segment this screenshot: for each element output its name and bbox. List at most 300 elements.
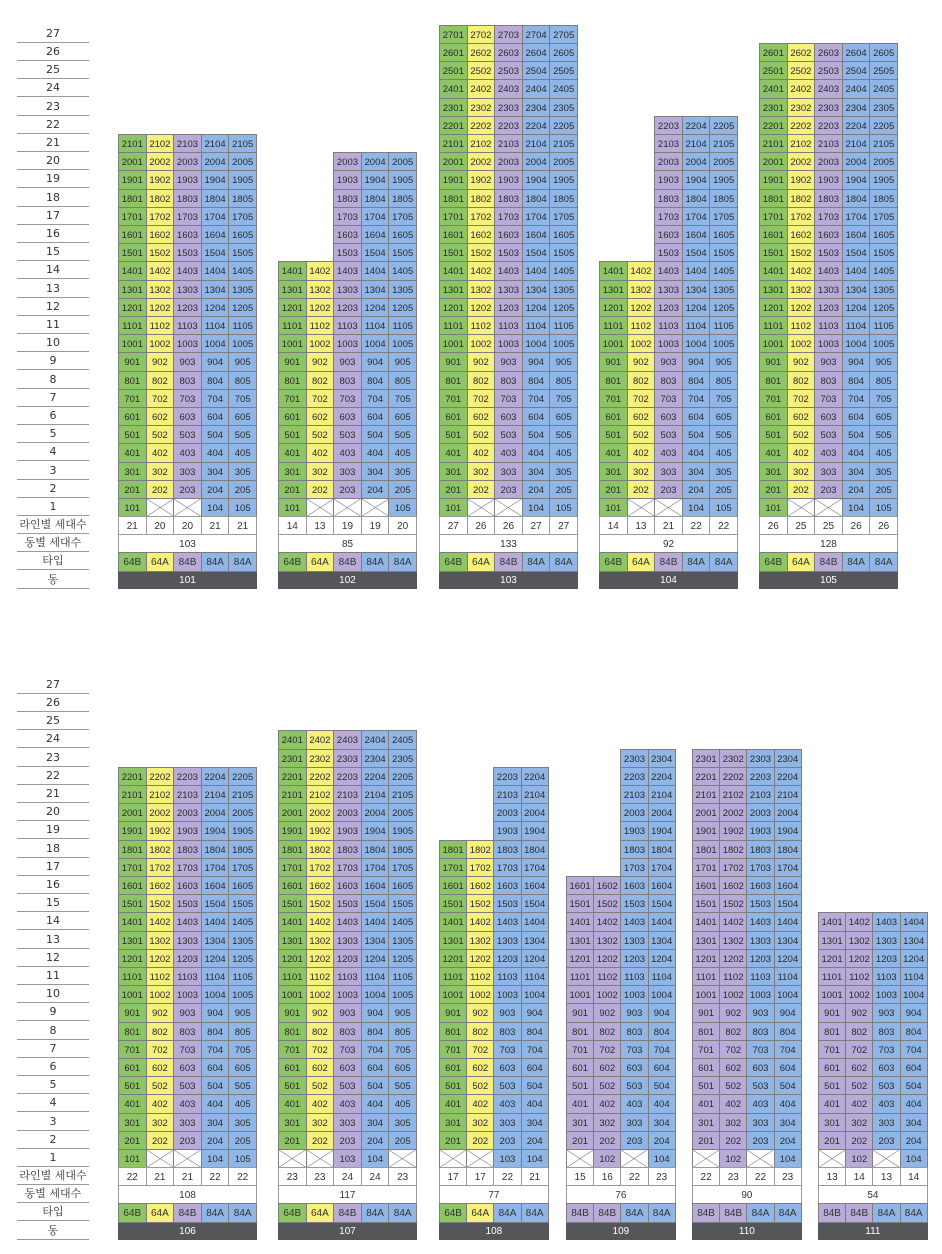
unit-cell: 603 — [620, 1058, 648, 1077]
unit-cell: 1404 — [842, 261, 871, 280]
unit-type-cell: 84B — [494, 552, 523, 571]
floor-label: 6 — [17, 407, 89, 425]
unit-cell: 502 — [466, 1076, 494, 1095]
unit-cell: 1203 — [872, 949, 900, 968]
unit-cell: 302 — [146, 462, 175, 481]
unit-cell: 702 — [845, 1040, 873, 1059]
unit-cell: 1103 — [333, 316, 362, 335]
unit-cell: 1502 — [719, 894, 747, 913]
unit-cell: 604 — [648, 1058, 676, 1077]
line-household-count: 13 — [306, 516, 335, 535]
unit-cell: 1101 — [599, 316, 628, 335]
unit-cell: 904 — [648, 1003, 676, 1022]
unit-cell: 1603 — [173, 876, 202, 895]
unit-cell: 2605 — [869, 43, 898, 62]
unit-cell: 1703 — [333, 858, 362, 877]
unit-cell: 1704 — [521, 858, 549, 877]
unit-cell: 205 — [228, 480, 257, 499]
unit-cell: 901 — [278, 352, 307, 371]
unit-cell: 2505 — [869, 61, 898, 80]
unit-cell: 1003 — [333, 985, 362, 1004]
unit-cell: 2301 — [439, 98, 468, 117]
line-household-count: 27 — [439, 516, 468, 535]
unit-cell: 1203 — [173, 949, 202, 968]
unit-cell: 903 — [333, 1003, 362, 1022]
households-per-building-label: 동별 세대수 — [17, 534, 89, 552]
unit-cell: 105 — [549, 498, 578, 517]
unit-cell: 303 — [173, 1113, 202, 1132]
unit-cell: 2202 — [787, 116, 816, 135]
unit-cell: 2004 — [842, 152, 871, 171]
line-household-count: 15 — [566, 1167, 594, 1186]
unit-cell: 1703 — [620, 858, 648, 877]
unit-cell: 1202 — [719, 949, 747, 968]
unit-cell: 2002 — [787, 152, 816, 171]
unit-cell: 302 — [719, 1113, 747, 1132]
unit-cell: 1605 — [869, 225, 898, 244]
unit-cell: 1803 — [654, 189, 683, 208]
line-household-count: 17 — [466, 1167, 494, 1186]
unit-cell: 1302 — [845, 931, 873, 950]
unit-cell: 301 — [439, 1113, 467, 1132]
floor-label: 18 — [17, 840, 89, 858]
unit-cell: 1302 — [466, 931, 494, 950]
unit-cell: 701 — [278, 1040, 307, 1059]
empty-unit-cell — [692, 1149, 720, 1168]
unit-cell: 2303 — [620, 749, 648, 768]
unit-cell: 2302 — [719, 749, 747, 768]
unit-cell: 1304 — [361, 931, 390, 950]
unit-cell: 1303 — [654, 280, 683, 299]
unit-cell: 802 — [719, 1022, 747, 1041]
unit-cell: 803 — [333, 1022, 362, 1041]
unit-type-cell: 84B — [814, 552, 843, 571]
unit-cell: 1904 — [201, 170, 230, 189]
unit-cell: 1401 — [118, 912, 147, 931]
unit-cell: 905 — [709, 352, 738, 371]
unit-cell: 804 — [648, 1022, 676, 1041]
unit-cell: 701 — [599, 389, 628, 408]
line-household-count: 27 — [549, 516, 578, 535]
unit-cell: 2304 — [648, 749, 676, 768]
unit-cell: 901 — [599, 352, 628, 371]
unit-cell: 2102 — [146, 134, 175, 153]
unit-cell: 804 — [900, 1022, 928, 1041]
unit-cell: 901 — [566, 1003, 594, 1022]
unit-cell: 304 — [774, 1113, 802, 1132]
unit-cell: 103 — [493, 1149, 521, 1168]
unit-type-cell: 64A — [467, 552, 496, 571]
unit-cell: 504 — [842, 425, 871, 444]
unit-cell: 505 — [549, 425, 578, 444]
unit-cell: 201 — [118, 1131, 147, 1150]
unit-cell: 1502 — [146, 243, 175, 262]
unit-cell: 1503 — [333, 894, 362, 913]
unit-cell: 1101 — [759, 316, 788, 335]
unit-cell: 2302 — [467, 98, 496, 117]
unit-cell: 201 — [278, 1131, 307, 1150]
unit-cell: 1304 — [774, 931, 802, 950]
unit-cell: 1401 — [278, 912, 307, 931]
unit-cell: 1501 — [439, 243, 468, 262]
line-household-count: 25 — [787, 516, 816, 535]
unit-cell: 2105 — [228, 785, 257, 804]
unit-cell: 1603 — [746, 876, 774, 895]
unit-cell: 403 — [493, 1094, 521, 1113]
floor-label: 7 — [17, 1040, 89, 1058]
unit-cell: 2204 — [521, 767, 549, 786]
unit-cell: 905 — [388, 352, 417, 371]
unit-cell: 904 — [522, 352, 551, 371]
unit-cell: 1404 — [774, 912, 802, 931]
unit-cell: 704 — [774, 1040, 802, 1059]
unit-cell: 2103 — [173, 785, 202, 804]
floor-label: 12 — [17, 949, 89, 967]
unit-cell: 1201 — [439, 298, 468, 317]
unit-cell: 1502 — [306, 894, 335, 913]
unit-cell: 405 — [549, 443, 578, 462]
unit-cell: 1705 — [549, 207, 578, 226]
unit-cell: 1403 — [494, 261, 523, 280]
unit-cell: 603 — [493, 1058, 521, 1077]
unit-cell: 804 — [361, 1022, 390, 1041]
unit-type-cell: 84B — [333, 552, 362, 571]
unit-cell: 603 — [872, 1058, 900, 1077]
unit-cell: 1803 — [494, 189, 523, 208]
unit-cell: 1802 — [146, 189, 175, 208]
unit-cell: 1405 — [709, 261, 738, 280]
unit-cell: 1305 — [228, 280, 257, 299]
unit-cell: 302 — [466, 1113, 494, 1132]
unit-cell: 303 — [333, 462, 362, 481]
floor-label: 27 — [17, 25, 89, 43]
empty-unit-cell — [787, 498, 816, 517]
unit-cell: 1904 — [648, 821, 676, 840]
unit-cell: 2001 — [278, 803, 307, 822]
unit-cell: 803 — [620, 1022, 648, 1041]
floor-label: 25 — [17, 61, 89, 79]
unit-cell: 1503 — [494, 243, 523, 262]
unit-type-cell: 64A — [146, 1203, 175, 1222]
unit-cell: 1801 — [118, 840, 147, 859]
unit-cell: 1403 — [872, 912, 900, 931]
unit-cell: 204 — [774, 1131, 802, 1150]
unit-cell: 2004 — [361, 803, 390, 822]
unit-cell: 505 — [709, 425, 738, 444]
unit-cell: 1602 — [593, 876, 621, 895]
unit-cell: 201 — [439, 480, 468, 499]
unit-cell: 704 — [361, 389, 390, 408]
empty-unit-cell — [466, 1149, 494, 1168]
unit-cell: 1404 — [682, 261, 711, 280]
unit-cell: 1501 — [439, 894, 467, 913]
unit-cell: 404 — [648, 1094, 676, 1113]
unit-cell: 1301 — [118, 931, 147, 950]
unit-cell: 2104 — [682, 134, 711, 153]
unit-cell: 1003 — [654, 334, 683, 353]
unit-cell: 1103 — [620, 967, 648, 986]
cross-icon — [334, 499, 361, 516]
floor-label: 16 — [17, 876, 89, 894]
unit-cell: 1705 — [388, 207, 417, 226]
unit-cell: 2203 — [654, 116, 683, 135]
unit-cell: 1005 — [388, 334, 417, 353]
floor-label: 8 — [17, 371, 89, 389]
unit-cell: 1401 — [818, 912, 846, 931]
unit-cell: 702 — [719, 1040, 747, 1059]
unit-cell: 1105 — [388, 316, 417, 335]
unit-cell: 2305 — [549, 98, 578, 117]
unit-type-cell: 84A — [388, 1203, 417, 1222]
unit-cell: 1101 — [439, 316, 468, 335]
unit-cell: 703 — [746, 1040, 774, 1059]
unit-cell: 2102 — [146, 785, 175, 804]
unit-cell: 2205 — [869, 116, 898, 135]
unit-cell: 2601 — [439, 43, 468, 62]
unit-cell: 1903 — [746, 821, 774, 840]
line-household-count: 23 — [774, 1167, 802, 1186]
unit-cell: 2204 — [648, 767, 676, 786]
empty-unit-cell — [173, 1149, 202, 1168]
unit-cell: 703 — [494, 389, 523, 408]
unit-cell: 1101 — [566, 967, 594, 986]
unit-type-cell: 64B — [759, 552, 788, 571]
unit-cell: 904 — [842, 352, 871, 371]
unit-cell: 203 — [814, 480, 843, 499]
unit-cell: 704 — [842, 389, 871, 408]
unit-cell: 901 — [439, 352, 468, 371]
floor-label: 1 — [17, 498, 89, 516]
unit-cell: 1704 — [201, 858, 230, 877]
unit-cell: 1002 — [719, 985, 747, 1004]
unit-cell: 1801 — [118, 189, 147, 208]
unit-cell: 201 — [439, 1131, 467, 1150]
unit-cell: 2401 — [278, 730, 307, 749]
unit-cell: 1301 — [599, 280, 628, 299]
unit-cell: 1501 — [118, 894, 147, 913]
floor-label: 5 — [17, 1076, 89, 1094]
floor-label: 9 — [17, 1003, 89, 1021]
unit-cell: 604 — [361, 1058, 390, 1077]
unit-cell: 1804 — [361, 840, 390, 859]
unit-cell: 301 — [118, 462, 147, 481]
unit-cell: 1301 — [439, 931, 467, 950]
unit-cell: 1805 — [228, 189, 257, 208]
unit-cell: 1205 — [709, 298, 738, 317]
unit-cell: 104 — [521, 1149, 549, 1168]
unit-cell: 601 — [439, 407, 468, 426]
empty-unit-cell — [494, 498, 523, 517]
unit-cell: 2003 — [494, 152, 523, 171]
building-household-total: 103 — [118, 534, 257, 553]
unit-cell: 1601 — [692, 876, 720, 895]
unit-cell: 2403 — [814, 79, 843, 98]
unit-cell: 2403 — [494, 79, 523, 98]
line-household-count: 20 — [146, 516, 175, 535]
unit-cell: 604 — [361, 407, 390, 426]
floor-label: 14 — [17, 261, 89, 279]
unit-cell: 2403 — [333, 730, 362, 749]
unit-cell: 1405 — [388, 912, 417, 931]
line-household-count: 13 — [627, 516, 656, 535]
line-household-count: 23 — [719, 1167, 747, 1186]
unit-cell: 203 — [493, 1131, 521, 1150]
unit-cell: 2101 — [692, 785, 720, 804]
unit-cell: 903 — [493, 1003, 521, 1022]
unit-cell: 1402 — [146, 261, 175, 280]
unit-cell: 1304 — [842, 280, 871, 299]
unit-cell: 1605 — [549, 225, 578, 244]
floor-label: 14 — [17, 912, 89, 930]
unit-cell: 1104 — [648, 967, 676, 986]
unit-cell: 2402 — [467, 79, 496, 98]
unit-cell: 2001 — [759, 152, 788, 171]
unit-cell: 701 — [759, 389, 788, 408]
unit-cell: 1403 — [746, 912, 774, 931]
unit-cell: 1602 — [146, 876, 175, 895]
unit-cell: 1002 — [467, 334, 496, 353]
unit-cell: 1902 — [467, 170, 496, 189]
unit-cell: 703 — [333, 389, 362, 408]
unit-cell: 105 — [709, 498, 738, 517]
unit-cell: 304 — [682, 462, 711, 481]
unit-cell: 1603 — [814, 225, 843, 244]
unit-cell: 1802 — [467, 189, 496, 208]
unit-cell: 202 — [719, 1131, 747, 1150]
unit-cell: 1304 — [201, 931, 230, 950]
unit-cell: 202 — [593, 1131, 621, 1150]
unit-cell: 1101 — [818, 967, 846, 986]
unit-cell: 1704 — [648, 858, 676, 877]
unit-cell: 1302 — [627, 280, 656, 299]
unit-cell: 2304 — [842, 98, 871, 117]
unit-cell: 102 — [719, 1149, 747, 1168]
unit-cell: 101 — [118, 498, 147, 517]
unit-cell: 702 — [146, 389, 175, 408]
unit-cell: 1701 — [118, 207, 147, 226]
unit-cell: 1105 — [228, 967, 257, 986]
unit-cell: 2002 — [467, 152, 496, 171]
unit-cell: 404 — [774, 1094, 802, 1113]
unit-cell: 1205 — [228, 298, 257, 317]
unit-cell: 603 — [173, 407, 202, 426]
unit-cell: 1903 — [620, 821, 648, 840]
unit-cell: 602 — [306, 407, 335, 426]
unit-cell: 1002 — [306, 985, 335, 1004]
cross-icon — [440, 1150, 466, 1167]
unit-cell: 1602 — [146, 225, 175, 244]
unit-cell: 401 — [278, 1094, 307, 1113]
unit-cell: 1703 — [746, 858, 774, 877]
unit-cell: 602 — [787, 407, 816, 426]
unit-cell: 203 — [654, 480, 683, 499]
unit-cell: 503 — [654, 425, 683, 444]
unit-cell: 204 — [201, 1131, 230, 1150]
unit-cell: 402 — [719, 1094, 747, 1113]
unit-cell: 2002 — [146, 803, 175, 822]
unit-cell: 803 — [814, 371, 843, 390]
unit-cell: 703 — [620, 1040, 648, 1059]
unit-type-cell: 64B — [278, 552, 307, 571]
floor-label: 23 — [17, 98, 89, 116]
unit-cell: 1201 — [278, 949, 307, 968]
unit-cell: 801 — [118, 1022, 147, 1041]
unit-cell: 1204 — [842, 298, 871, 317]
unit-cell: 701 — [118, 1040, 147, 1059]
unit-cell: 2101 — [118, 785, 147, 804]
unit-cell: 1201 — [118, 949, 147, 968]
unit-cell: 802 — [593, 1022, 621, 1041]
unit-cell: 503 — [493, 1076, 521, 1095]
building-label: 동 — [17, 571, 89, 589]
unit-cell: 1502 — [467, 243, 496, 262]
unit-cell: 1204 — [361, 949, 390, 968]
unit-cell: 2101 — [278, 785, 307, 804]
line-household-count: 21 — [654, 516, 683, 535]
unit-cell: 1205 — [388, 298, 417, 317]
unit-cell: 404 — [900, 1094, 928, 1113]
unit-cell: 2104 — [522, 134, 551, 153]
unit-type-cell: 84A — [201, 1203, 230, 1222]
unit-cell: 1204 — [682, 298, 711, 317]
empty-unit-cell — [654, 498, 683, 517]
unit-cell: 104 — [648, 1149, 676, 1168]
unit-cell: 1402 — [466, 912, 494, 931]
unit-cell: 1202 — [146, 298, 175, 317]
unit-cell: 1104 — [774, 967, 802, 986]
unit-cell: 2205 — [228, 767, 257, 786]
unit-cell: 1001 — [566, 985, 594, 1004]
empty-unit-cell — [818, 1149, 846, 1168]
unit-cell: 203 — [620, 1131, 648, 1150]
unit-cell: 2202 — [467, 116, 496, 135]
unit-cell: 1202 — [787, 298, 816, 317]
unit-cell: 1001 — [818, 985, 846, 1004]
unit-cell: 904 — [774, 1003, 802, 1022]
unit-cell: 405 — [869, 443, 898, 462]
unit-cell: 703 — [173, 389, 202, 408]
unit-cell: 2103 — [333, 785, 362, 804]
unit-cell: 1003 — [620, 985, 648, 1004]
unit-cell: 301 — [118, 1113, 147, 1132]
unit-cell: 1401 — [566, 912, 594, 931]
unit-type-cell: 64A — [306, 1203, 335, 1222]
cross-icon — [628, 499, 655, 516]
unit-cell: 2001 — [118, 803, 147, 822]
unit-cell: 2005 — [228, 152, 257, 171]
unit-cell: 703 — [814, 389, 843, 408]
unit-cell: 1702 — [719, 858, 747, 877]
unit-cell: 904 — [361, 352, 390, 371]
unit-cell: 1305 — [869, 280, 898, 299]
unit-cell: 2103 — [814, 134, 843, 153]
unit-cell: 1204 — [774, 949, 802, 968]
unit-cell: 201 — [818, 1131, 846, 1150]
unit-cell: 403 — [746, 1094, 774, 1113]
unit-cell: 604 — [774, 1058, 802, 1077]
line-household-count: 24 — [333, 1167, 362, 1186]
unit-cell: 1404 — [521, 912, 549, 931]
unit-cell: 1401 — [692, 912, 720, 931]
floor-label: 26 — [17, 694, 89, 712]
unit-cell: 2404 — [842, 79, 871, 98]
building-household-total: 92 — [599, 534, 738, 553]
unit-cell: 1402 — [306, 912, 335, 931]
unit-cell: 204 — [521, 1131, 549, 1150]
unit-cell: 1804 — [522, 189, 551, 208]
unit-cell: 504 — [521, 1076, 549, 1095]
unit-cell: 403 — [173, 443, 202, 462]
